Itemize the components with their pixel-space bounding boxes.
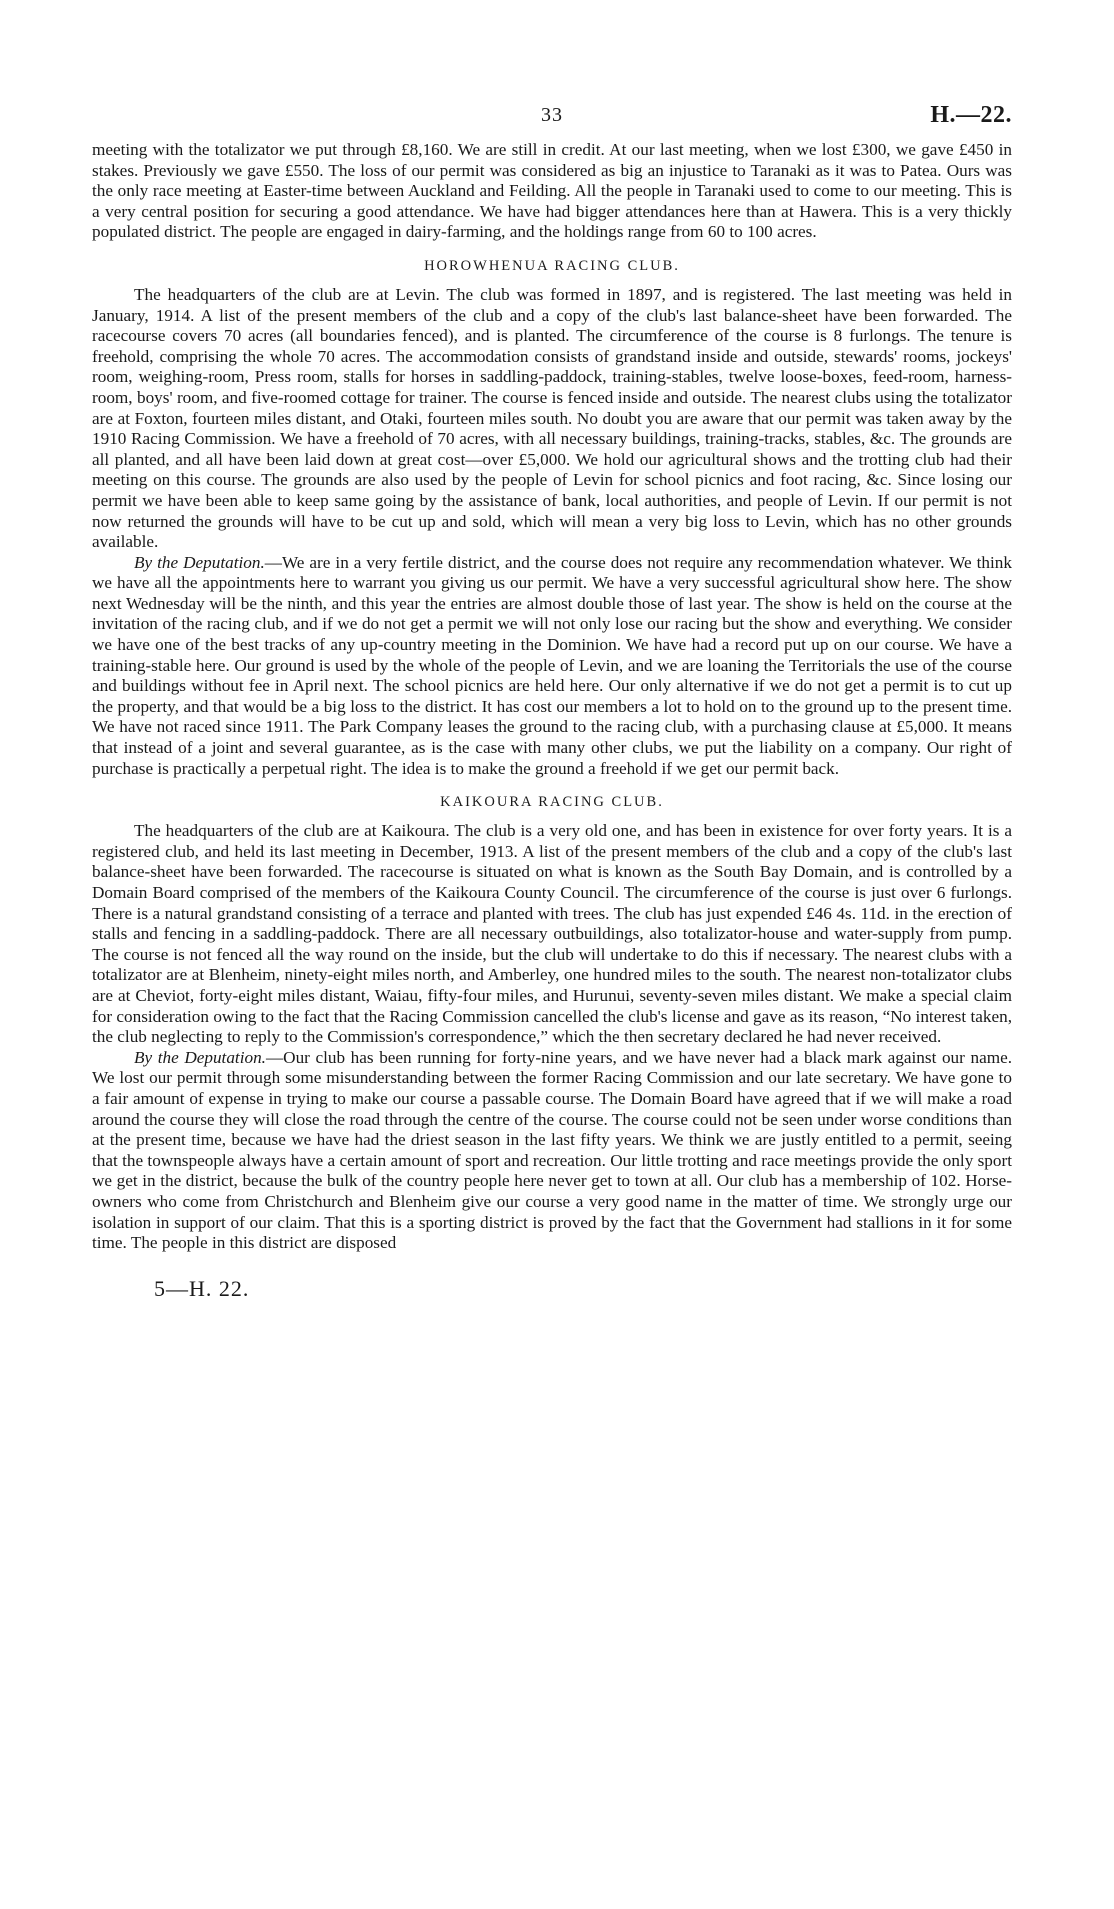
document-page bbox=[92, 104, 1012, 1894]
deputation-lead: By the Deputation. bbox=[134, 552, 265, 572]
section-heading-kaikoura: KAIKOURA RACING CLUB. bbox=[440, 794, 664, 811]
horowhenua-paragraph-2 bbox=[92, 553, 1012, 780]
footer-reference: 5—H. 22. bbox=[154, 1275, 250, 1301]
kaikoura-paragraph-2-body: —Our club has been running for forty-nine years, and we have never had a black mark against our name. We lost our permit through some misunderstanding between the former Racing Commission and our late secretary. We have gone to a fair amount of expense in trying to make our course a passable course. The Domain Board have agreed that if we will make a road around the course they will close the road through the centre of the course. The course could not be seen under worse conditions than at the present time, because we have had the driest season in the last fifty years. We think we are justly entitled to a permit, seeing that the townspeople always have a certain amount of sport and recreation. Our little trotting and race meetings provide the only sport we get in the district, because the bulk of the country people here never get to town at all. Our club has a membership of 102. Horse-owners who come from Christchurch and Blenheim give our course a very good name in the matter of time. We strongly urge our isolation in support of our claim. That this is a sporting district is proved by the fact that the Government had stallions in it for some time. The people in this district are disposed bbox=[92, 1047, 1012, 1253]
page-header bbox=[92, 104, 1012, 140]
continuation-paragraph: meeting with the totalizator we put through £8,160. We are still in credit. At our last meeting, when we lost £300, we gave £450 in stakes. Previously we gave £550. The loss of our permit was considered as big an injustice to Taranaki as it was to Patea. Ours was the only race meeting at Easter-time between Auckland and Feilding. All the people in Taranaki used to come to our meeting. This is a very central position for securing a good attendance. We have had bigger attendances here than at Hawera. This is a very thickly populated district. The people are engaged in dairy-farming, and the holdings range from 60 to 100 acres. bbox=[92, 140, 1012, 242]
horowhenua-paragraph-2-body: —We are in a very fertile district, and the course does not require any recommendation whatever. We think we have all the appointments here to warrant you giving us our permit. We have a very successful agricultural show here. The show next Wednesday will be the ninth, and this year the entries are almost double those of last year. The show is held on the course at the invitation of the racing club, and if we do not get a permit we will not only lose our racing but the show and everything. We consider we have one of the best tracks of any up-country meeting in the Dominion. We have had a record put up on our course. We have a training-stable here. Our ground is used by the whole of the people of Levin, and we are loaning the Territorials the use of the course and buildings without fee in April next. The school picnics are held here. Our only alternative if we do not get a permit is to cut up the property, and that would be a big loss to the district. It has cost our members a lot to hold on to the ground up to the present time. We have not raced since 1911. The Park Company leases the ground to the racing club, with a purchasing clause at £5,000. It means that instead of a joint and several guarantee, as is the case with many other clubs, we put the liability on a company. Our right of purchase is practically a perpetual right. The idea is to make the ground a freehold if we get our permit back. bbox=[92, 552, 1012, 778]
section-heading-horowhenua: HOROWHENUA RACING CLUB. bbox=[424, 257, 680, 274]
deputation-lead: By the Deputation. bbox=[134, 1047, 266, 1067]
page-number: 33 bbox=[541, 104, 563, 126]
kaikoura-paragraph-2 bbox=[92, 1048, 1012, 1254]
horowhenua-paragraph-1: The headquarters of the club are at Levin. The club was formed in 1897, and is registered. The last meeting was held in January, 1914. A list of the present members of the club and a copy of the club's last balance-sheet have been forwarded. The racecourse covers 70 acres (all boundaries fenced), and is planted. The circumference of the course is 8 furlongs. The tenure is freehold, comprising the whole 70 acres. The accommodation consists of grandstand inside and outside, stewards' rooms, jockeys' room, weighing-room, Press room, stalls for horses in saddling-paddock, training-stables, twelve loose-boxes, feed-room, harness-room, boys' room, and five-roomed cottage for trainer. The course is fenced inside and outside. The nearest clubs using the totalizator are at Foxton, fourteen miles distant, and Otaki, fourteen miles south. No doubt you are aware that our permit was taken away by the 1910 Racing Commission. We have a freehold of 70 acres, with all necessary buildings, training-tracks, stables, &c. The grounds are all planted, and all have been laid down at great cost—over £5,000. We hold our agricultural shows and the trotting club had their meeting on this course. The grounds are also used by the people of Levin for school picnics and foot racing, &c. Since losing our permit we have been able to keep same going by the assistance of bank, local authorities, and people of Levin. If our permit is not now returned the grounds will have to be cut up and sold, which will mean a very big loss to Levin, which has no other grounds available. bbox=[92, 284, 1012, 552]
document-reference: H.—22. bbox=[930, 104, 1012, 128]
kaikoura-paragraph-1: The headquarters of the club are at Kaikoura. The club is a very old one, and has been in existence for over forty years. It is a registered club, and held its last meeting in December, 1913. A list of the present members of the club and a copy of the club's last balance-sheet have been forwarded. The racecourse is situated on what is known as the South Bay Domain, and is controlled by a Domain Board comprised of the members of the Kaikoura County Council. The circumference of the course is just over 6 furlongs. There is a natural grandstand consisting of a terrace and planted with trees. The club has just expended £46 4s. 11d. in the erection of stalls and fencing in a saddling-paddock. There are all necessary outbuildings, also totalizator-house and water-supply from pump. The course is not fenced all the way round on the inside, but the club will undertake to do this if necessary. The nearest clubs with a totalizator are at Blenheim, ninety-eight miles north, and Amberley, one hundred miles to the south. The nearest non-totalizator clubs are at Cheviot, forty-eight miles distant, Waiau, fifty-four miles, and Hurunui, seventy-seven miles distant. We make a special claim for consideration owing to the fact that the Racing Commission cancelled the club's license and gave as its reason, “No interest taken, the club neglecting to reply to the Commission's correspondence,” which the then secretary declared he had never received. bbox=[92, 821, 1012, 1047]
